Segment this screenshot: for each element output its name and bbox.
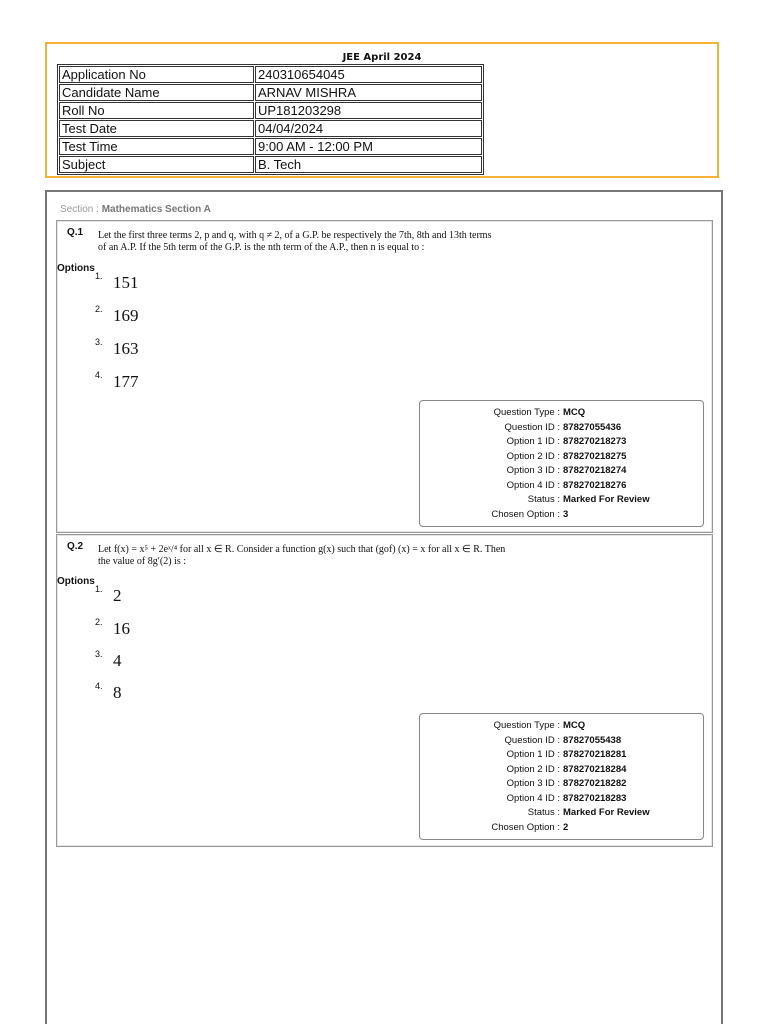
meta-option-4-id: [420, 480, 703, 494]
exam-title: JEE April 2024: [342, 52, 422, 63]
meta-value: MCQ: [563, 407, 586, 418]
candidate-info-table: [57, 64, 484, 175]
question-text: [98, 230, 578, 254]
question-text-line: Let f(x) = x⁵ + 2eˣ/⁴ for all x ∈ R. Consider a function g(x) such that (gof) (x) = x for all x ∈ R. Then: [98, 544, 506, 555]
meta-value: Marked For Review: [563, 807, 650, 818]
candidate-info-box: [45, 42, 719, 178]
meta-value: MCQ: [563, 720, 586, 731]
question-number: Q.1: [67, 227, 84, 238]
meta-value: 878270218283: [563, 792, 627, 804]
info-key: Application No: [59, 66, 254, 83]
option-number: 2.: [95, 304, 103, 314]
meta-status: [420, 494, 703, 508]
meta-key: Status :: [527, 807, 560, 818]
question-text: [98, 544, 578, 568]
meta-key: Question Type :: [493, 407, 560, 418]
meta-question-type: [420, 407, 703, 421]
meta-option-2-id: [420, 451, 703, 465]
meta-option-1-id: [420, 436, 703, 450]
meta-value: 878270218276: [563, 479, 627, 491]
meta-value: 3: [563, 508, 569, 520]
meta-key: Question Type :: [493, 720, 560, 731]
question-text-line: Let the first three terms 2, p and q, with q ≠ 2, of a G.P. be respectively the 7th, 8th and 13th terms: [98, 230, 492, 241]
info-row-test-time: [59, 138, 482, 155]
meta-key: Chosen Option :: [491, 508, 560, 520]
meta-value: 87827055438: [563, 734, 622, 746]
info-key: Test Time: [59, 138, 254, 155]
info-row-test-date: [59, 120, 482, 137]
info-key: Candidate Name: [59, 84, 254, 101]
meta-option-1-id: [420, 749, 703, 763]
info-value: 04/04/2024: [255, 120, 482, 137]
question-meta-box: [419, 713, 704, 840]
meta-value: 878270218281: [563, 749, 627, 760]
option-number: 2.: [95, 617, 103, 627]
meta-key: Option 3 ID :: [506, 778, 560, 789]
option-value: 16: [113, 619, 130, 638]
info-row-roll-no: [59, 102, 482, 119]
info-row-candidate-name: [59, 84, 482, 101]
meta-value: 878270218273: [563, 436, 627, 447]
meta-option-2-id: [420, 764, 703, 778]
question-panel-1: [56, 220, 713, 533]
option-value: 163: [113, 339, 139, 358]
meta-key: Chosen Option :: [491, 821, 560, 833]
meta-value: 878270218282: [563, 778, 627, 789]
meta-option-3-id: [420, 465, 703, 479]
options-label: Options: [57, 263, 95, 274]
option-number: 4.: [95, 681, 103, 691]
meta-question-type: [420, 720, 703, 734]
option-value: 2: [113, 586, 122, 605]
info-row-application-no: [59, 66, 482, 83]
option-number: 3.: [95, 649, 103, 659]
meta-status: [420, 807, 703, 821]
meta-value: 878270218284: [563, 763, 627, 775]
question-meta-box: [419, 400, 704, 527]
info-value: ARNAV MISHRA: [255, 84, 482, 101]
meta-key: Option 1 ID :: [506, 436, 560, 447]
meta-value: 2: [563, 821, 569, 833]
info-value: 9:00 AM - 12:00 PM: [255, 138, 482, 155]
meta-option-3-id: [420, 778, 703, 792]
info-key: Subject: [59, 156, 254, 173]
meta-key: Option 2 ID :: [506, 450, 560, 462]
meta-value: 878270218274: [563, 465, 627, 476]
section-heading: [60, 204, 211, 215]
options-label: Options: [57, 576, 95, 587]
meta-chosen-option: [420, 509, 703, 523]
meta-option-4-id: [420, 793, 703, 807]
meta-key: Option 3 ID :: [506, 465, 560, 476]
info-value: B. Tech: [255, 156, 482, 173]
info-row-subject: [59, 156, 482, 173]
meta-chosen-option: [420, 822, 703, 836]
meta-value: 87827055436: [563, 421, 622, 433]
meta-key: Option 1 ID :: [506, 749, 560, 760]
option-number: 1.: [95, 271, 103, 281]
option-value: 4: [113, 651, 122, 670]
option-value: 177: [113, 372, 139, 391]
info-value: UP181203298: [255, 102, 482, 119]
meta-question-id: [420, 735, 703, 749]
info-key: Test Date: [59, 120, 254, 137]
meta-key: Question ID :: [504, 734, 560, 746]
meta-key: Option 2 ID :: [506, 763, 560, 775]
section-name: Mathematics Section A: [101, 204, 211, 215]
info-key: Roll No: [59, 102, 254, 119]
option-value: 151: [113, 273, 139, 292]
meta-key: Option 4 ID :: [506, 792, 560, 804]
option-number: 1.: [95, 584, 103, 594]
meta-key: Status :: [527, 494, 560, 505]
option-number: 4.: [95, 370, 103, 380]
section-prefix: Section :: [60, 204, 99, 215]
option-value: 8: [113, 683, 122, 702]
question-text-line: the value of 8g′(2) is :: [98, 556, 186, 567]
meta-value: 878270218275: [563, 450, 627, 462]
option-number: 3.: [95, 337, 103, 347]
question-text-line: of an A.P. If the 5th term of the G.P. is the nth term of the A.P., then n is equal to :: [98, 242, 425, 253]
meta-key: Question ID :: [504, 421, 560, 433]
question-number: Q.2: [67, 541, 84, 552]
info-value: 240310654045: [255, 66, 482, 83]
meta-value: Marked For Review: [563, 494, 650, 505]
meta-question-id: [420, 422, 703, 436]
option-value: 169: [113, 306, 139, 325]
meta-key: Option 4 ID :: [506, 479, 560, 491]
question-panel-2: [56, 534, 713, 847]
